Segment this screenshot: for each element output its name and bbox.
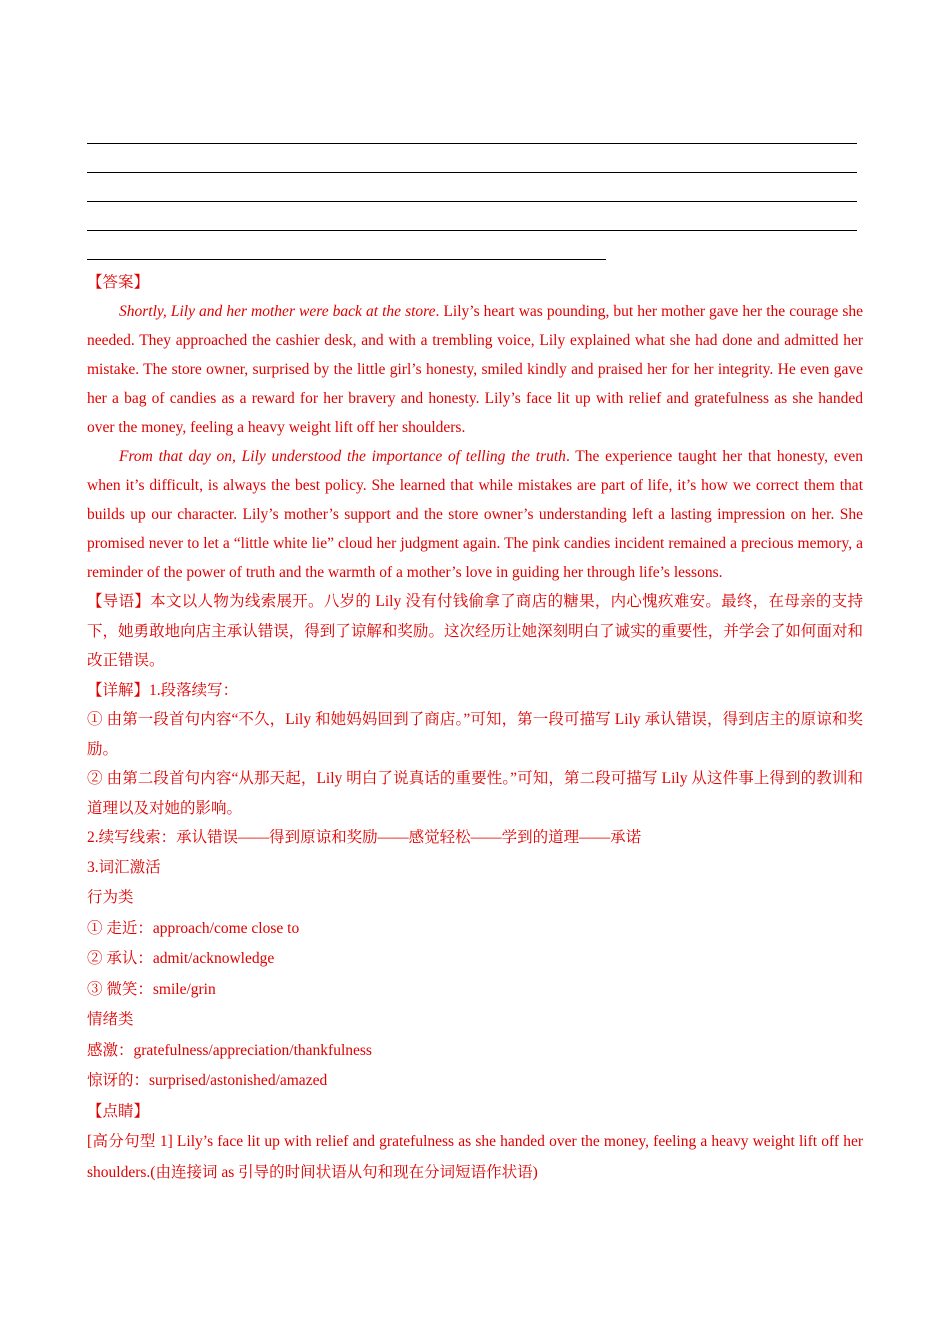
highlight-heading: 【点睛】 bbox=[87, 1102, 150, 1120]
detail-point-2: ② 由第二段首句内容“从那天起，Lily 明白了说真话的重要性。”可知，第二段可描写 Lily 从这件事上得到的教训和道理以及对她的影响。 bbox=[87, 770, 863, 817]
paragraph-2-opening-sentence: From that day on, Lily understood the importance of telling the truth bbox=[119, 448, 566, 465]
answer-content bbox=[87, 268, 863, 1188]
vocab-item: ② 承认：admit/acknowledge bbox=[87, 950, 275, 967]
guide-section: 【导语】本文以人物为线索展开。八岁的 Lily 没有付钱偷拿了商店的糖果，内心愧疚难安。最终，在母亲的支持下，她勇敢地向店主承认错误，得到了谅解和奖励。这次经历让她深刻明白了诚实的重要性，并学会了如何面对和改正错误。 bbox=[87, 593, 863, 669]
detail-heading: 【详解】1.段落续写： bbox=[87, 681, 239, 699]
vocab-item: 感激：gratefulness/appreciation/thankfulness bbox=[87, 1041, 372, 1059]
answer-paragraph-1 bbox=[87, 297, 863, 442]
continuation-clue: 2.续写线索：承认错误——得到原谅和奖励——感觉轻松——学到的道理——承诺 bbox=[87, 829, 642, 846]
vocab-item: ① 走近：approach/come close to bbox=[87, 919, 300, 937]
answer-line bbox=[87, 201, 857, 202]
vocab-item: 惊讶的：surprised/astonished/amazed bbox=[87, 1072, 328, 1089]
answer-line bbox=[87, 259, 606, 260]
highlight-sentence: [高分句型 1] Lily’s face lit up with relief and gratefulness as she handed over the money, feeling a heavy weight lift off her shoulders.(由连接词 as 引导的时间状语从句和现在分词短语作状语) bbox=[87, 1133, 863, 1181]
answer-paragraph-2 bbox=[87, 442, 863, 587]
answer-heading: 【答案】 bbox=[87, 274, 150, 291]
behavior-heading: 行为类 bbox=[87, 889, 134, 906]
paragraph-2-body: . The experience taught her that honesty, even when it’s difficult, is always the best policy. She learned that while mistakes are part of life, it’s how we correct them that builds up our character. Lily’s mother’s support and the store owner’s understanding left a lasting impression on her. She promised never to let a “little white lie” cloud her judgment again. The pink candies incident remained a precious memory, a reminder of the power of truth and the warmth of a mother’s love in guiding her through life’s lessons. bbox=[87, 448, 863, 581]
vocab-item: ③ 微笑：smile/grin bbox=[87, 980, 216, 998]
paragraph-1-body: . Lily’s heart was pounding, but her mother gave her the courage she needed. They approached the cashier desk, and with a trembling voice, Lily explained what she had done and admitted her mistake. The store owner, surprised by the little girl’s honesty, smiled kindly and praised her for her integrity. He even gave her a bag of candies as a reward for her bravery and honesty. Lily’s face lit up with relief and gratefulness as she handed over the money, feeling a heavy weight lift off her shoulders. bbox=[87, 303, 863, 436]
paragraph-1-opening-sentence: Shortly, Lily and her mother were back at the store bbox=[119, 303, 436, 320]
emotion-heading: 情绪类 bbox=[87, 1011, 134, 1028]
detail-point-1: ① 由第一段首句内容“不久，Lily 和她妈妈回到了商店。”可知，第一段可描写 Lily 承认错误，得到店主的原谅和奖励。 bbox=[87, 711, 863, 758]
answer-line bbox=[87, 230, 857, 231]
vocab-heading: 3.词汇激活 bbox=[87, 858, 161, 876]
answer-line bbox=[87, 172, 857, 173]
answer-line bbox=[87, 143, 857, 144]
